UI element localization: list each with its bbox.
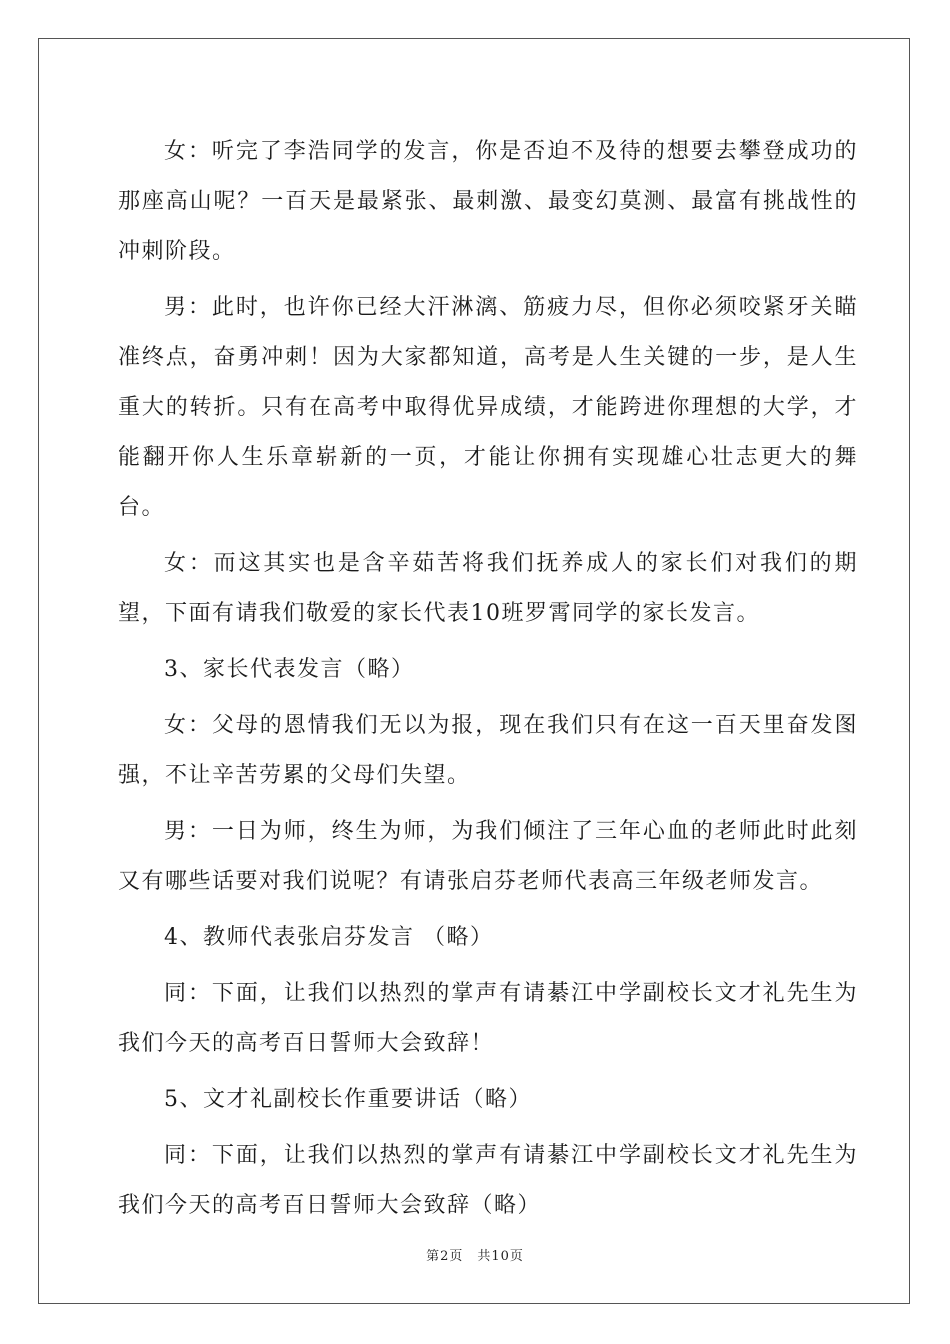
paragraph: 女：父母的恩情我们无以为报，现在我们只有在这一百天里奋发图强，不让辛苦劳累的父母们失望。 [118, 713, 858, 788]
section-heading: 5、文才礼副校长作重要讲话（略） [164, 1087, 532, 1112]
section-heading: 3、家长代表发言（略） [164, 657, 415, 682]
section-heading: 4、教师代表张启芬发言 （略） [164, 925, 494, 950]
paragraph: 女：而这其实也是含辛茹苦将我们抚养成人的家长们对我们的期望，下面有请我们敬爱的家长代表10班罗霄同学的家长发言。 [118, 551, 858, 626]
page-number: 第2页 [426, 1249, 464, 1264]
paragraph: 同：下面，让我们以热烈的掌声有请綦江中学副校长文才礼先生为我们今天的高考百日誓师大会致辞！ [118, 981, 858, 1056]
paragraph: 男：一日为师，终生为师，为我们倾注了三年心血的老师此时此刻又有哪些话要对我们说呢？有请张启芬老师代表高三年级老师发言。 [118, 819, 858, 894]
paragraph: 同：下面，让我们以热烈的掌声有请綦江中学副校长文才礼先生为我们今天的高考百日誓师大会致辞（略） [118, 1143, 858, 1218]
document-body [118, 127, 858, 1237]
paragraph: 女：听完了李浩同学的发言，你是否迫不及待的想要去攀登成功的那座高山呢？一百天是最紧张、最刺激、最变幻莫测、最富有挑战性的冲刺阶段。 [118, 139, 858, 264]
page-total: 共10页 [477, 1249, 524, 1264]
page-footer [0, 1245, 950, 1264]
paragraph: 男：此时，也许你已经大汗淋漓、筋疲力尽，但你必须咬紧牙关瞄准终点，奋勇冲刺！因为大家都知道，高考是人生关键的一步，是人生重大的转折。只有在高考中取得优异成绩，才能跨进你理想的大学，才能翻开你人生乐章崭新的一页，才能让你拥有实现雄心壮志更大的舞台。 [118, 295, 858, 520]
